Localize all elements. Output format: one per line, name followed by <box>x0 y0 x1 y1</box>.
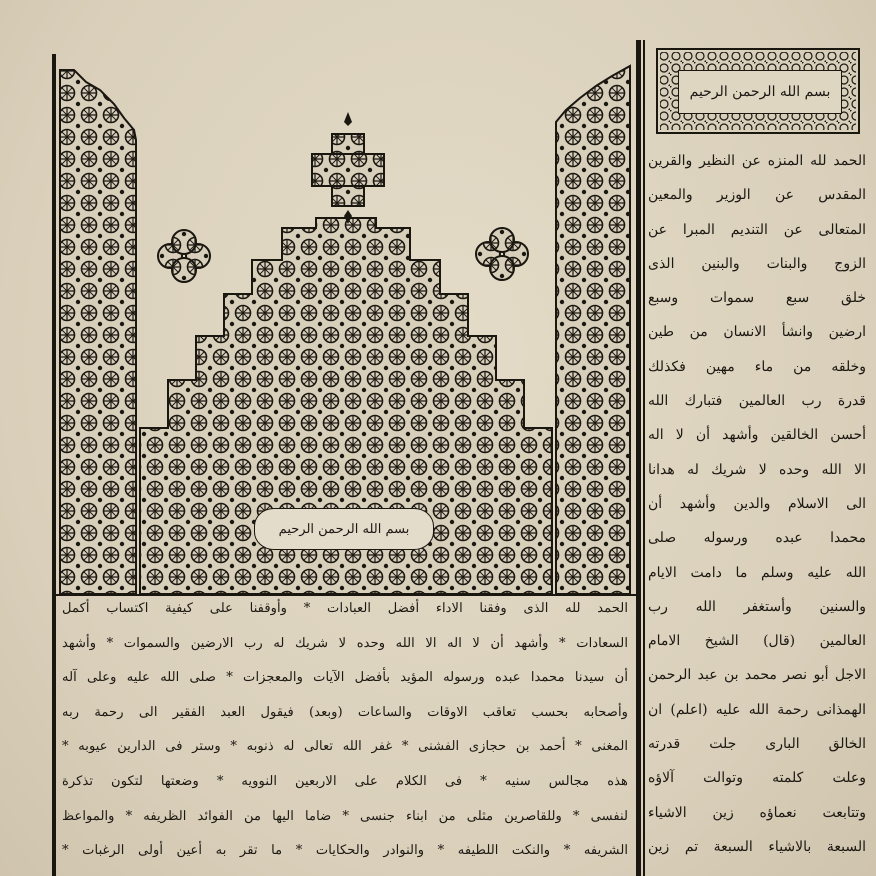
text-line: الا الله وحده لا شريك له هدانا <box>648 461 866 478</box>
right-rosette <box>476 228 528 280</box>
center-divider-rule <box>636 40 641 876</box>
text-line: أن سيدنا محمدا عبده ورسوله المؤيد بأفضل الآيات والمعجزات * صلى الله عليه وعلى آله <box>62 670 628 686</box>
text-line: وعلت كلمته وتوالت آلاؤه <box>648 770 866 787</box>
text-line: الله عليه وسلم ما دامت الايام <box>648 564 866 581</box>
text-line: المتعالى عن التنديم المبرا عن <box>648 221 866 238</box>
text-line: قدرة رب العالمين فتبارك الله <box>648 393 866 410</box>
right-ornament-column <box>556 66 630 594</box>
text-line: السبعة بالاشياء السبعة تم زين <box>648 838 866 855</box>
text-line: الاجل أبو نصر محمد بن عبد الرحمن <box>648 667 866 684</box>
text-line: الشريفه * والنكت اللطيفه * والنوادر والحكايات * ما تقر به أعين أولى الرغبات * <box>62 843 628 859</box>
left-ornament-column <box>60 70 136 594</box>
text-line: العالمين (قال) الشيخ الامام <box>648 633 866 650</box>
text-line: والسنين وأستغفر الله رب <box>648 598 866 615</box>
text-line: هذه مجالس سنيه * فى الكلام على الاربعين النوويه * وضعتها لتكون تذكرة <box>62 773 628 789</box>
main-text-block <box>62 592 628 869</box>
text-line: وخلقه من ماء مهين فكذلك <box>648 358 866 375</box>
text-line: وتتابعت نعماؤه زين الاشياء <box>648 804 866 821</box>
text-line: الحمد لله الذى وفقنا الاداء أفضل العبادات * وأوقفنا على كيفية اكتساب أكمل <box>62 601 628 616</box>
text-line: خلق سبع سموات وسبع <box>648 290 866 307</box>
right-column-lines <box>648 144 866 864</box>
text-line: أحسن الخالقين وأشهد أن لا اله <box>648 427 866 444</box>
text-line: ارضين وانشأ الانسان من طين <box>648 324 866 341</box>
text-line: الهمذانى رحمة الله عليه (اعلم) ان <box>648 701 866 718</box>
headpiece-basmala-cartouche <box>254 508 434 550</box>
text-line: وأصحابه بحسب تعاقب الاوقات والساعات (وبعد) فيقول العبد الفقير الى رحمة ربه <box>62 704 628 720</box>
left-rosette <box>158 230 210 282</box>
center-divider-rule-thin <box>643 40 645 876</box>
cross-finial <box>312 112 384 224</box>
text-line: الحمد لله المنزه عن النظير والقرين <box>648 153 866 169</box>
text-line: الزوج والبنات والبنين الذى <box>648 255 866 272</box>
text-line: لنفسى * وللقاصرين مثلى من ابناء جنسى * ضاما اليها من الفوائد الظريفه * والمواعظ <box>62 808 628 824</box>
text-line: الخالق البارى جلت قدرته <box>648 736 866 753</box>
text-line: المغنى * أحمد بن حجازى الفشنى * غفر الله تعالى له ذنوبه * وستر فى الدارين عيوبه * <box>62 739 628 755</box>
text-line: الى الاسلام والدين وأشهد أن <box>648 495 866 512</box>
right-heading-frame <box>656 48 860 134</box>
right-heading-box <box>678 70 842 114</box>
right-heading-text: بسم الله الرحمن الرحيم <box>689 84 831 100</box>
text-line: محمدا عبده ورسوله صلى <box>648 530 866 547</box>
headpiece-basmala-text: بسم الله الرحمن الرحيم <box>278 521 410 537</box>
right-text-column <box>646 40 868 876</box>
text-line: السعادات * وأشهد أن لا اله الا الله وحده لا شريك له رب الارضين والسموات * وأشهد <box>62 635 628 651</box>
text-line: المقدس عن الوزير والمعين <box>648 187 866 204</box>
